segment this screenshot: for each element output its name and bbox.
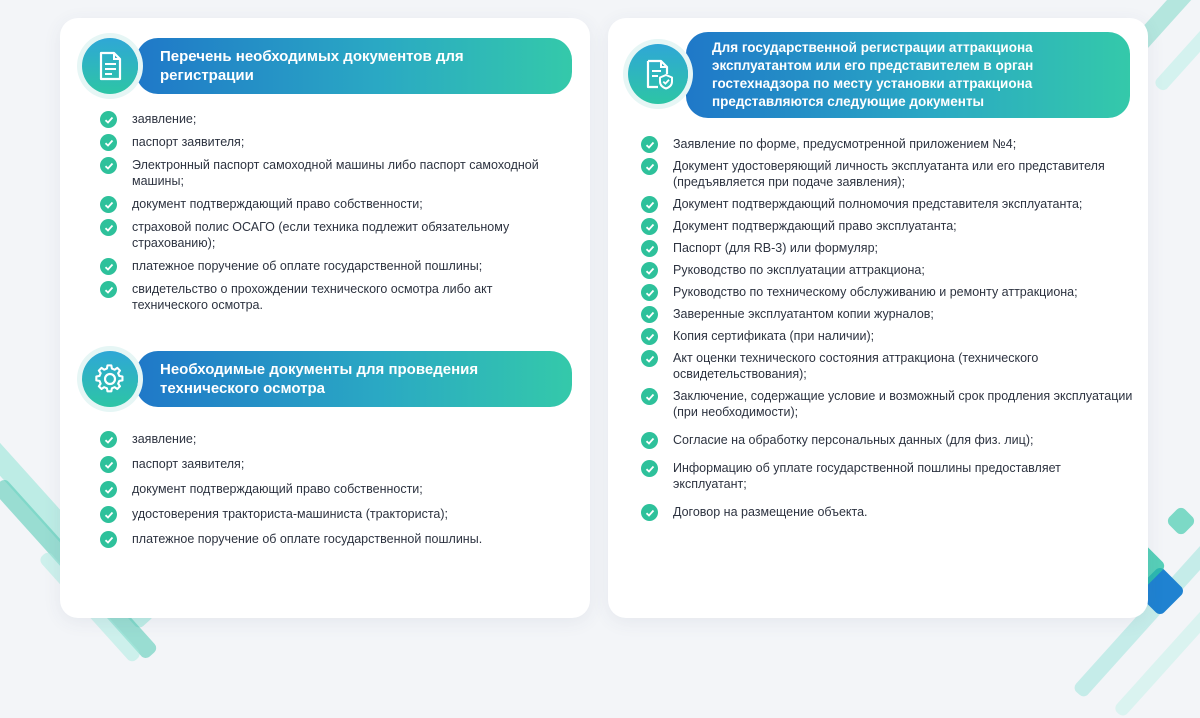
section-header-registration — [136, 38, 572, 94]
gear-icon — [82, 351, 138, 407]
list-item: Документ удостоверяющий личность эксплуатанта или его представителя (предъявляется при подаче заявления); — [641, 158, 1136, 190]
check-icon — [641, 262, 658, 279]
list-item: платежное поручение об оплате государственной пошлины; — [100, 258, 570, 274]
check-icon — [641, 284, 658, 301]
list-item: Информацию об уплате государственной пошлины предоставляет эксплуатант; — [641, 460, 1136, 492]
check-icon — [100, 506, 117, 523]
check-icon — [641, 328, 658, 345]
decor-diamond — [1165, 505, 1196, 536]
check-icon — [641, 432, 658, 449]
list-item: Руководство по эксплуатации аттракциона; — [641, 262, 1136, 278]
check-icon — [641, 218, 658, 235]
attraction-documents-list — [641, 136, 1136, 526]
list-item: документ подтверждающий право собственности; — [100, 481, 570, 497]
list-item: свидетельство о прохождении технического осмотра либо акт технического осмотра. — [100, 281, 570, 313]
check-icon — [641, 240, 658, 257]
check-icon — [641, 306, 658, 323]
list-item: Документ подтверждающий право эксплуатанта; — [641, 218, 1136, 234]
list-item: Согласие на обработку персональных данных (для физ. лиц); — [641, 432, 1136, 448]
check-icon — [641, 158, 658, 175]
check-icon — [100, 456, 117, 473]
check-icon — [100, 281, 117, 298]
list-item: Документ подтверждающий полномочия представителя эксплуатанта; — [641, 196, 1136, 212]
list-item: платежное поручение об оплате государственной пошлины. — [100, 531, 570, 547]
check-icon — [641, 388, 658, 405]
check-icon — [100, 157, 117, 174]
check-icon — [100, 481, 117, 498]
list-item: страховой полис ОСАГО (если техника подлежит обязательному страхованию); — [100, 219, 570, 251]
check-icon — [100, 219, 117, 236]
check-icon — [100, 134, 117, 151]
document-list-icon — [82, 38, 138, 94]
section-title: Для государственной регистрации аттракциона эксплуатантом или его представителем в орган гостехнадзора по месту установки аттракциона представляются следующие документы — [712, 40, 1034, 109]
right-card — [608, 18, 1148, 618]
check-icon — [641, 136, 658, 153]
check-icon — [100, 431, 117, 448]
check-icon — [641, 350, 658, 367]
list-item: Копия сертификата (при наличии); — [641, 328, 1136, 344]
left-card — [60, 18, 590, 618]
list-item: Заявление по форме, предусмотренной приложением №4; — [641, 136, 1136, 152]
check-icon — [100, 111, 117, 128]
list-item: удостоверения тракториста-машиниста (тракториста); — [100, 506, 570, 522]
document-shield-icon — [628, 44, 688, 104]
section-header-inspection — [136, 351, 572, 407]
section-title: Перечень необходимых документов для регистрации — [160, 48, 464, 84]
list-item: Заключение, содержащие условие и возможный срок продления эксплуатации (при необходимости); — [641, 388, 1136, 420]
list-item: Руководство по техническому обслуживанию и ремонту аттракциона; — [641, 284, 1136, 300]
list-item: Договор на размещение объекта. — [641, 504, 1136, 520]
check-icon — [641, 504, 658, 521]
inspection-documents-list — [100, 431, 570, 556]
list-item: Заверенные эксплуатантом копии журналов; — [641, 306, 1136, 322]
check-icon — [641, 460, 658, 477]
list-item: Паспорт (для RB-3) или формуляр; — [641, 240, 1136, 256]
check-icon — [100, 258, 117, 275]
list-item: Электронный паспорт самоходной машины либо паспорт самоходной машины; — [100, 157, 570, 189]
list-item: документ подтверждающий право собственности; — [100, 196, 570, 212]
check-icon — [641, 196, 658, 213]
check-icon — [100, 531, 117, 548]
list-item: заявление; — [100, 431, 570, 447]
list-item: паспорт заявителя; — [100, 456, 570, 472]
registration-documents-list — [100, 111, 570, 320]
list-item: Акт оценки технического состояния аттракциона (технического освидетельствования); — [641, 350, 1136, 382]
section-header-attraction — [686, 32, 1130, 118]
check-icon — [100, 196, 117, 213]
list-item: заявление; — [100, 111, 570, 127]
section-title: Необходимые документы для проведения технического осмотра — [160, 361, 479, 397]
list-item: паспорт заявителя; — [100, 134, 570, 150]
